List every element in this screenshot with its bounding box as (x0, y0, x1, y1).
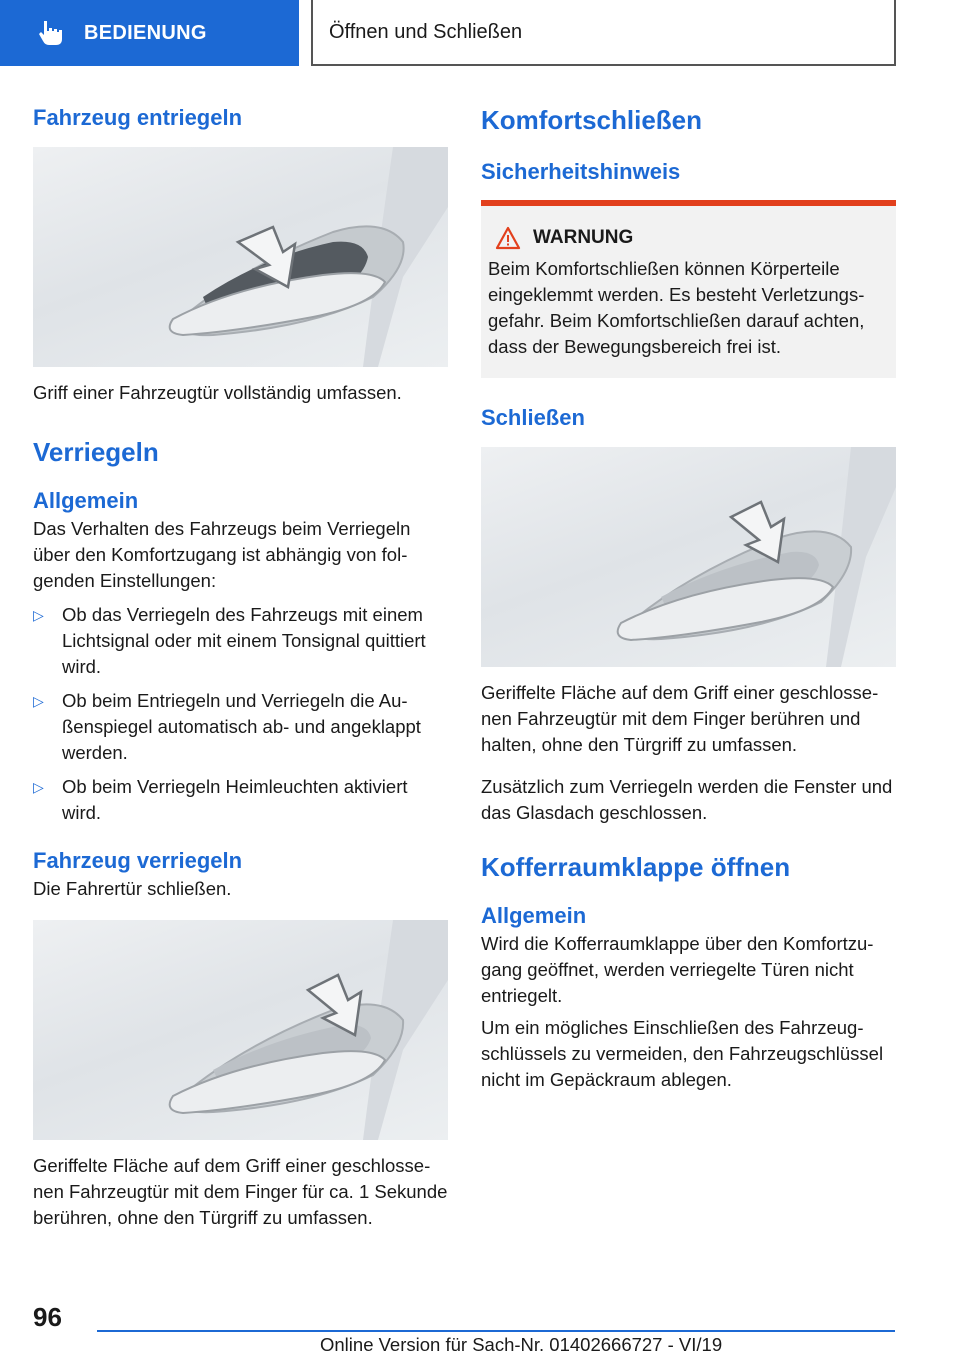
paragraph-kofferraum-1: Wird die Kofferraumklappe über den Komfortzugang geöffnet, werden verriegelte Türen nicht entriegelt. (481, 933, 874, 1006)
triangle-bullet-icon: ▷ (33, 607, 44, 623)
warning-header (495, 226, 889, 250)
paragraph-kofferraum-2: Um ein mögliches Einschließen des Fahrzeugschlüssels zu vermeiden, den Fahrzeugschlüssel nicht im Gepäckraum ablegen. (481, 1017, 884, 1090)
caption-close: Geriffelte Fläche auf dem Griff einer geschlossenen Fahrzeugtür mit dem Finger berühren und halten, ohne den Türgriff zu umfassen. (481, 682, 879, 755)
list-item: ▷ Ob beim Verriegeln Heimleuchten aktiviert wird. (33, 776, 408, 823)
warning-triangle-icon (495, 226, 521, 250)
settings-list (33, 602, 448, 826)
paragraph-allgemein: Das Verhalten des Fahrzeugs beim Verriegeln über den Komfortzugang ist abhängig von folgenden Einstellungen: (33, 518, 411, 591)
heading-verriegeln: Verriegeln (33, 437, 159, 467)
chapter-tab (311, 0, 896, 66)
warning-title: WARNUNG (533, 227, 634, 248)
section-tab (0, 0, 299, 66)
warning-text: Beim Komfortschließen können Körperteile eingeklemmt werden. Es besteht Verletzungsgefahr. Beim Komfortschließen darauf achten, dass der Bewegungsbereich frei ist. (488, 258, 865, 357)
door-handle-image-close (481, 447, 896, 667)
list-item: ▷ Ob beim Entriegeln und Verriegeln die Außenspiegel automatisch ab- und angeklappt werden. (33, 690, 421, 763)
heading-komfortschliessen: Komfortschließen (481, 105, 703, 135)
caption-touch: Geriffelte Fläche auf dem Griff einer geschlossenen Fahrzeugtür mit dem Finger für ca. 1 Sekunde berühren, ohne den Türgriff zu umfassen. (33, 1155, 448, 1228)
heading-schliessen: Schließen (481, 405, 585, 430)
triangle-bullet-icon: ▷ (33, 693, 44, 709)
online-version-note: Online Version für Sach-Nr. 01402666727 - VI/19 (320, 1334, 723, 1355)
heading-kofferraumklappe: Kofferraumklappe öffnen (481, 852, 791, 882)
door-handle-image-touch (33, 920, 448, 1140)
left-column (33, 96, 448, 1231)
paragraph-fahrertuer: Die Fahrertür schließen. (33, 878, 232, 899)
warning-box (481, 200, 896, 378)
chapter-title: Öffnen und Schließen (329, 20, 523, 43)
page-number: 96 (33, 1302, 62, 1332)
heading-fahrzeug-entriegeln: Fahrzeug entriegeln (33, 105, 243, 130)
list-item: ▷ Ob das Verriegeln des Fahrzeugs mit einem Lichtsignal oder mit einem Tonsignal quittiert wird. (33, 604, 426, 677)
caption-grip: Griff einer Fahrzeugtür vollständig umfassen. (33, 382, 402, 403)
page-header (0, 0, 960, 66)
right-column (481, 96, 896, 1093)
paragraph-zusaetzlich: Zusätzlich zum Verriegeln werden die Fenster und das Glasdach geschlossen. (481, 776, 893, 823)
heading-allgemein-2: Allgemein (481, 903, 587, 928)
section-label: BEDIENUNG (84, 21, 207, 44)
footer-divider (97, 1330, 895, 1332)
heading-sicherheitshinweis: Sicherheitshinweis (481, 159, 681, 184)
heading-fahrzeug-verriegeln: Fahrzeug verriegeln (33, 848, 243, 873)
door-handle-image-grip (33, 147, 448, 367)
triangle-bullet-icon: ▷ (33, 779, 44, 795)
heading-allgemein: Allgemein (33, 488, 139, 513)
hand-pointer-icon (36, 18, 66, 48)
